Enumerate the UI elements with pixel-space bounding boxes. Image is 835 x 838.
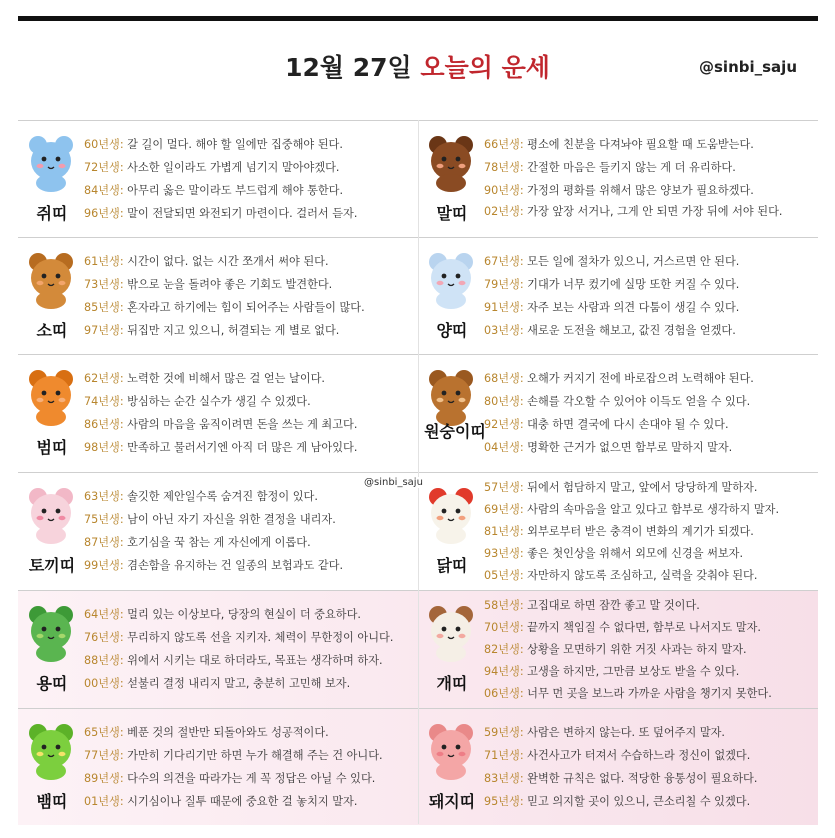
birth-year-label: 92년생: (484, 418, 524, 431)
fortune-text: 명확한 근거가 없으면 함부로 말하지 말자. (523, 441, 733, 454)
fortune-text: 무리하지 않도록 선을 지키자. 체력이 무한정이 아니다. (123, 631, 394, 644)
birth-year-label: 91년생: (484, 301, 524, 314)
fortune-line (84, 436, 416, 459)
zodiac-cell (18, 238, 418, 355)
birth-year-label: 66년생: (484, 138, 524, 151)
fortune-line (484, 367, 816, 390)
fortune-line (84, 603, 416, 626)
fortune-text: 위에서 시키는 대로 하더라도, 목표는 생각하며 하자. (123, 654, 383, 667)
fortune-text: 가만히 기다리기만 하면 누가 해결해 주는 건 아니다. (123, 749, 383, 762)
fortune-text: 시기심이나 질투 때문에 중요한 걸 놓치지 말자. (123, 795, 358, 808)
fortune-text: 사소한 일이라도 가볍게 넘기지 말아야겠다. (123, 161, 340, 174)
fortune-text: 오해가 커지기 전에 바로잡으려 노력해야 된다. (523, 372, 754, 385)
rabbit-icon (24, 483, 78, 545)
zodiac-name: 용띠 (36, 674, 68, 693)
fortune-text: 좋은 첫인상을 위해서 외모에 신경을 써보자. (523, 547, 744, 560)
fortune-line (84, 250, 416, 273)
birth-year-label: 89년생: (84, 772, 124, 785)
fortune-line (484, 499, 816, 521)
rooster-icon (424, 483, 478, 545)
zodiac-name: 개띠 (436, 674, 468, 693)
fortune-line (484, 683, 816, 705)
fortune-text: 방심하는 순간 실수가 생길 수 있겠다. (123, 395, 311, 408)
birth-year-label: 90년생: (484, 184, 524, 197)
birth-year-label: 59년생: (484, 726, 524, 739)
zodiac-cell (418, 355, 818, 473)
pig-icon (424, 719, 478, 781)
fortune-line (484, 744, 816, 767)
fortune-line (84, 296, 416, 319)
fortune-line (484, 639, 816, 661)
fortune-text: 고생을 하지만, 그만큼 보상도 받을 수 있다. (523, 665, 740, 678)
fortune-line (84, 156, 416, 179)
fortune-text: 고집대로 하면 잠깐 좋고 말 것이다. (523, 599, 700, 612)
birth-year-label: 70년생: (484, 621, 524, 634)
birth-year-label: 68년생: (484, 372, 524, 385)
fortune-line (484, 661, 816, 683)
dog-icon (424, 601, 478, 663)
fortune-text: 끝까지 책임질 수 없다면, 함부로 나서지도 말자. (523, 621, 761, 634)
fortune-line (84, 744, 416, 767)
fortune-line (84, 413, 416, 436)
title-red: 오늘의 운세 (420, 53, 550, 82)
zodiac-cell (18, 709, 418, 825)
birth-year-label: 86년생: (84, 418, 124, 431)
fortune-text: 사람은 변하지 않는다. 또 덮어주지 말자. (523, 726, 725, 739)
fortune-text: 아무리 옳은 말이라도 부드럽게 해야 통한다. (123, 184, 344, 197)
fortune-text: 모든 일에 절차가 있으니, 거스르면 안 된다. (523, 255, 740, 268)
birth-year-label: 01년생: (84, 795, 124, 808)
fortune-line (484, 179, 816, 202)
fortune-lines (84, 250, 416, 342)
zodiac-name: 토끼띠 (28, 556, 76, 575)
birth-year-label: 94년생: (484, 665, 524, 678)
fortune-text: 혼자라고 하기에는 힘이 되어주는 사람들이 많다. (123, 301, 365, 314)
zodiac-name: 말띠 (436, 204, 468, 223)
fortune-line (84, 179, 416, 202)
birth-year-label: 72년생: (84, 161, 124, 174)
birth-year-label: 83년생: (484, 772, 524, 785)
fortune-line (484, 296, 816, 319)
zodiac-cell (418, 473, 818, 591)
birth-year-label: 85년생: (84, 301, 124, 314)
sheep-icon (424, 248, 478, 310)
fortune-line (484, 617, 816, 639)
fortune-line (84, 367, 416, 390)
fortune-text: 멀리 있는 이상보다, 당장의 현실이 더 중요하다. (123, 608, 361, 621)
fortune-lines (84, 603, 416, 695)
fortune-line (484, 767, 816, 790)
birth-year-label: 75년생: (84, 513, 124, 526)
fortune-text: 호기심을 꾹 참는 게 자신에게 이롭다. (123, 536, 311, 549)
fortune-text: 사람의 마음을 움직이려면 돈을 쓰는 게 최고다. (123, 418, 358, 431)
fortune-text: 섣불리 결정 내리지 말고, 충분히 고민해 보자. (123, 677, 351, 690)
fortune-lines (84, 485, 416, 577)
dragon-icon (24, 601, 78, 663)
fortune-line (484, 202, 816, 221)
zodiac-name: 원숭이띠 (424, 422, 486, 441)
fortune-line (484, 790, 816, 813)
birth-year-label: 97년생: (84, 324, 124, 337)
fortune-line (84, 626, 416, 649)
monkey-icon (424, 365, 478, 427)
birth-year-label: 02년생: (484, 205, 524, 218)
fortune-line (484, 390, 816, 413)
fortune-text: 완벽한 규칙은 없다. 적당한 융통성이 필요하다. (523, 772, 758, 785)
zodiac-cell (418, 121, 818, 238)
fortune-lines (84, 367, 416, 459)
fortune-line (484, 133, 816, 156)
fortune-text: 너무 먼 곳을 보느라 가까운 사람을 챙기지 못한다. (523, 687, 772, 700)
birth-year-label: 81년생: (484, 525, 524, 538)
birth-year-label: 61년생: (84, 255, 124, 268)
fortune-text: 자주 보는 사람과 의견 다툼이 생길 수 있다. (523, 301, 740, 314)
fortune-text: 간절한 마음은 들키지 않는 게 더 유리하다. (523, 161, 736, 174)
fortune-text: 사건사고가 터져서 수습하느라 정신이 없겠다. (523, 749, 751, 762)
fortune-text: 기대가 너무 컸기에 실망 또한 커질 수 있다. (523, 278, 740, 291)
birth-year-label: 95년생: (484, 795, 524, 808)
fortune-text: 손해를 각오할 수 있어야 이득도 얻을 수 있다. (523, 395, 751, 408)
birth-year-label: 74년생: (84, 395, 124, 408)
fortune-line (84, 390, 416, 413)
zodiac-cell (418, 709, 818, 825)
fortune-lines (484, 133, 816, 225)
birth-year-label: 73년생: (84, 278, 124, 291)
birth-year-label: 65년생: (84, 726, 124, 739)
zodiac-name: 닭띠 (436, 556, 468, 575)
birth-year-label: 84년생: (84, 184, 124, 197)
fortune-text: 시간이 없다. 없는 시간 쪼개서 써야 된다. (123, 255, 329, 268)
fortune-lines (484, 595, 816, 705)
birth-year-label: 88년생: (84, 654, 124, 667)
mouse-icon (24, 131, 78, 193)
birth-year-label: 03년생: (484, 324, 524, 337)
zodiac-cell (18, 355, 418, 473)
fortune-line (484, 250, 816, 273)
fortune-text: 솔깃한 제안일수록 숨겨진 함정이 있다. (123, 490, 318, 503)
birth-year-label: 04년생: (484, 441, 524, 454)
birth-year-label: 58년생: (484, 599, 524, 612)
fortune-text: 베푼 것의 절반만 되돌아와도 성공적이다. (123, 726, 329, 739)
fortune-line (84, 721, 416, 744)
column-divider (418, 120, 419, 824)
fortune-lines (84, 721, 416, 813)
birth-year-label: 63년생: (84, 490, 124, 503)
fortune-text: 갈 길이 멀다. 해야 할 일에만 집중해야 된다. (123, 138, 343, 151)
zodiac-cell (418, 238, 818, 355)
fortune-line (84, 133, 416, 156)
watermark-handle: @sinbi_saju (364, 477, 423, 488)
fortune-line (484, 436, 816, 459)
fortune-grid (18, 120, 818, 824)
fortune-line (84, 554, 416, 577)
fortune-text: 믿고 의지할 곳이 있으니, 큰소리칠 수 있겠다. (523, 795, 751, 808)
fortune-text: 만족하고 물러서기엔 아직 더 많은 게 남아있다. (123, 441, 358, 454)
fortune-lines (484, 477, 816, 587)
fortune-line (484, 595, 816, 617)
fortune-line (484, 565, 816, 587)
zodiac-name: 소띠 (36, 321, 68, 340)
fortune-line (484, 273, 816, 296)
birth-year-label: 71년생: (484, 749, 524, 762)
top-rule (18, 16, 818, 21)
zodiac-name: 양띠 (436, 321, 468, 340)
fortune-text: 외부로부터 받은 충격이 변화의 계기가 되겠다. (523, 525, 754, 538)
birth-year-label: 69년생: (484, 503, 524, 516)
fortune-text: 평소에 친분을 다져놔야 필요할 때 도움받는다. (523, 138, 754, 151)
fortune-text: 뒤에서 험담하지 말고, 앞에서 당당하게 말하자. (523, 481, 758, 494)
zodiac-name: 돼지띠 (428, 792, 476, 811)
horse-icon (424, 131, 478, 193)
birth-year-label: 76년생: (84, 631, 124, 644)
zodiac-name: 뱀띠 (36, 792, 68, 811)
birth-year-label: 67년생: (484, 255, 524, 268)
fortune-text: 대충 하면 결국에 다시 손대야 될 수 있다. (523, 418, 729, 431)
fortune-line (84, 485, 416, 508)
fortune-text: 가정의 평화를 위해서 많은 양보가 필요하겠다. (523, 184, 754, 197)
birth-year-label: 93년생: (484, 547, 524, 560)
zodiac-cell (18, 591, 418, 709)
fortune-text: 사람의 속마음을 알고 있다고 함부로 생각하지 말자. (523, 503, 780, 516)
birth-year-label: 96년생: (84, 207, 124, 220)
fortune-line (84, 202, 416, 225)
birth-year-label: 98년생: (84, 441, 124, 454)
birth-year-label: 79년생: (484, 278, 524, 291)
snake-icon (24, 719, 78, 781)
birth-year-label: 60년생: (84, 138, 124, 151)
birth-year-label: 80년생: (484, 395, 524, 408)
fortune-line (484, 319, 816, 342)
birth-year-label: 99년생: (84, 559, 124, 572)
account-handle: @sinbi_saju (699, 58, 797, 76)
fortune-text: 겸손함을 유지하는 건 일종의 보험과도 같다. (123, 559, 344, 572)
birth-year-label: 82년생: (484, 643, 524, 656)
birth-year-label: 87년생: (84, 536, 124, 549)
fortune-line (84, 319, 416, 342)
birth-year-label: 06년생: (484, 687, 524, 700)
fortune-line (484, 543, 816, 565)
fortune-text: 뒤집만 지고 있으니, 허결되는 게 별로 없다. (123, 324, 340, 337)
birth-year-label: 64년생: (84, 608, 124, 621)
birth-year-label: 77년생: (84, 749, 124, 762)
birth-year-label: 78년생: (484, 161, 524, 174)
zodiac-name: 쥐띠 (36, 204, 68, 223)
fortune-text: 상황을 모면하기 위한 거짓 사과는 하지 말자. (523, 643, 747, 656)
fortune-lines (484, 367, 816, 459)
fortune-text: 말이 전달되면 와전되기 마련이다. 걸러서 듣자. (123, 207, 358, 220)
fortune-text: 노력한 것에 비해서 많은 걸 얻는 날이다. (123, 372, 325, 385)
zodiac-cell (418, 591, 818, 709)
fortune-line (484, 413, 816, 436)
fortune-line (484, 156, 816, 179)
fortune-line (84, 531, 416, 554)
fortune-text: 가장 앞장 서거나, 그게 안 되면 가장 뒤에 서야 된다. (523, 205, 783, 218)
fortune-line (484, 721, 816, 744)
fortune-line (84, 508, 416, 531)
zodiac-cell (18, 473, 418, 591)
birth-year-label: 05년생: (484, 569, 524, 582)
ox-icon (24, 248, 78, 310)
date-label: 12월 27일 (285, 53, 412, 82)
fortune-line (484, 477, 816, 499)
fortune-lines (84, 133, 416, 225)
zodiac-cell (18, 121, 418, 238)
fortune-line (84, 790, 416, 813)
fortune-line (84, 767, 416, 790)
fortune-line (84, 649, 416, 672)
fortune-lines (484, 250, 816, 342)
fortune-text: 새로운 도전을 해보고, 값진 경험을 얻겠다. (523, 324, 736, 337)
fortune-line (84, 672, 416, 695)
fortune-line (84, 273, 416, 296)
fortune-text: 남이 아닌 자기 자신을 위한 결정을 내리자. (123, 513, 336, 526)
fortune-line (484, 521, 816, 543)
fortune-text: 밖으로 눈을 돌려야 좋은 기회도 발견한다. (123, 278, 333, 291)
fortune-text: 다수의 의견을 따라가는 게 꼭 정답은 아닐 수 있다. (123, 772, 376, 785)
birth-year-label: 62년생: (84, 372, 124, 385)
zodiac-name: 범띠 (36, 438, 68, 457)
birth-year-label: 00년생: (84, 677, 124, 690)
tiger-icon (24, 365, 78, 427)
fortune-text: 자만하지 않도록 조심하고, 실력을 갖춰야 된다. (523, 569, 758, 582)
birth-year-label: 57년생: (484, 481, 524, 494)
fortune-lines (484, 721, 816, 813)
